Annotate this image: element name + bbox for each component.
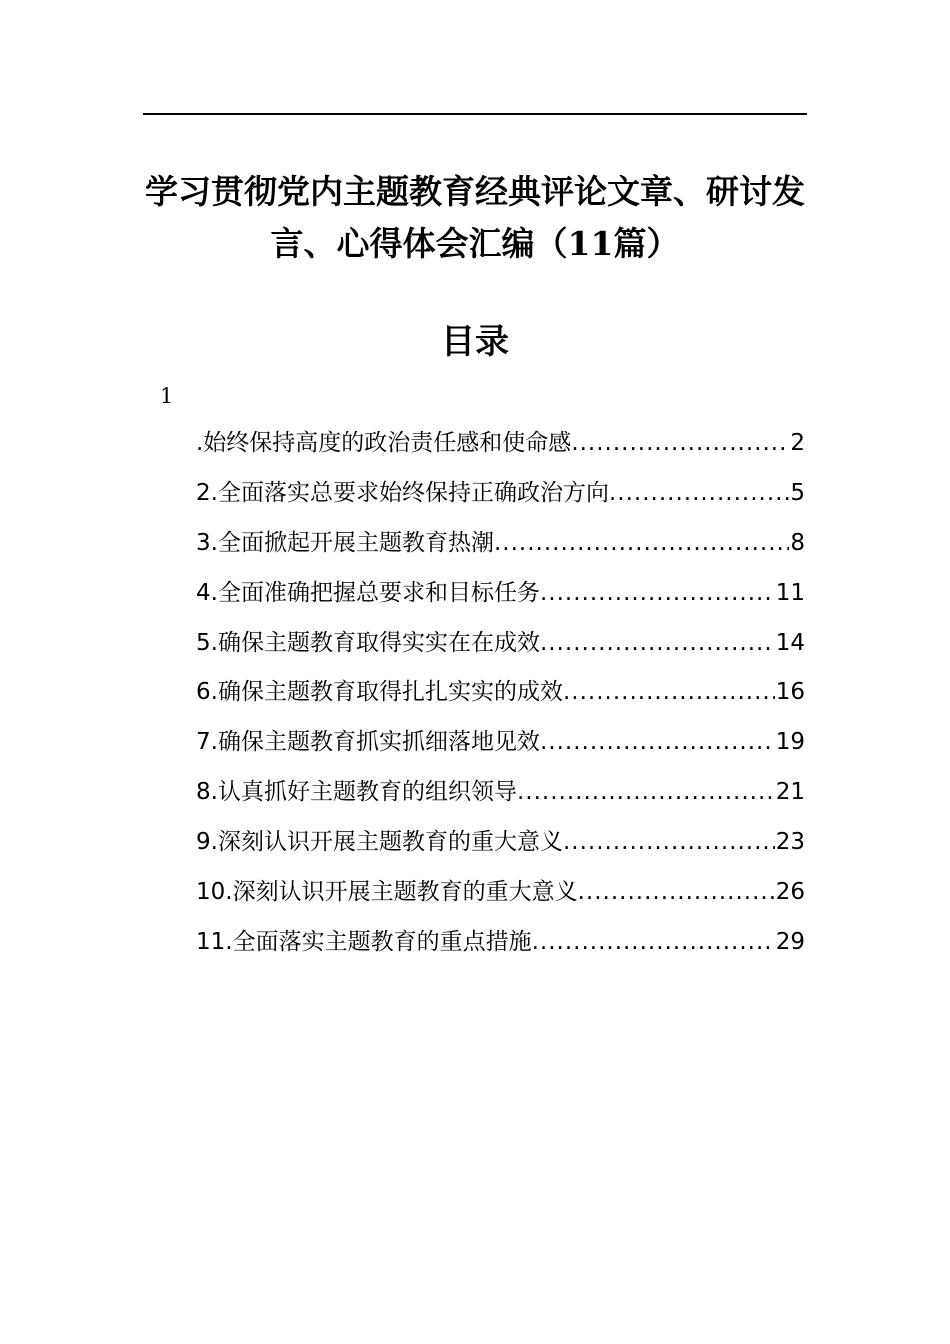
toc-entry-title: 9.深刻认识开展主题教育的重大意义 xyxy=(196,829,563,856)
document-title: 学习贯彻党内主题教育经典评论文章、研讨发言、心得体会汇编（11篇） xyxy=(145,172,805,263)
toc-dot-leader xyxy=(517,768,775,818)
toc-dot-leader xyxy=(540,569,775,619)
toc-dot-leader xyxy=(571,419,789,469)
toc-entry[interactable] xyxy=(196,668,805,718)
toc-entry[interactable] xyxy=(196,718,805,768)
toc-page-number: 2 xyxy=(790,430,805,456)
toc-page-number: 26 xyxy=(775,879,805,906)
toc-dot-leader xyxy=(563,668,775,718)
toc-entry-title: 3.全面掀起开展主题教育热潮 xyxy=(196,529,494,556)
toc-dot-leader xyxy=(540,718,775,768)
toc-entry-title: 10.深刻认识开展主题教育的重大意义 xyxy=(196,879,578,906)
toc-entry[interactable] xyxy=(196,519,805,569)
toc-heading: 目录 xyxy=(441,322,509,362)
toc-page-number: 5 xyxy=(790,479,805,506)
toc-entry-title: 6.确保主题教育取得扎扎实实的成效 xyxy=(196,679,563,706)
toc-page-number: 29 xyxy=(775,928,805,955)
toc-entry-title: 5.确保主题教育取得实实在在成效 xyxy=(196,629,540,656)
toc-entry-title: 11.全面落实主题教育的重点措施 xyxy=(196,928,532,955)
toc-entry-title: .始终保持高度的政治责任感和使命感 xyxy=(196,430,572,456)
toc-entry[interactable] xyxy=(196,419,805,469)
toc-entry[interactable] xyxy=(196,868,805,918)
table-of-contents xyxy=(196,419,805,968)
toc-entry-title: 2.全面落实总要求始终保持正确政治方向 xyxy=(196,479,609,506)
toc-page-number: 8 xyxy=(790,529,805,556)
toc-page-number: 19 xyxy=(775,729,805,756)
toc-entry[interactable] xyxy=(196,818,805,868)
toc-entry[interactable] xyxy=(196,619,805,669)
toc-dot-leader xyxy=(540,619,775,669)
toc-page-number: 11 xyxy=(775,579,805,606)
toc-entry-title: 7.确保主题教育抓实抓细落地见效 xyxy=(196,729,540,756)
toc-entry[interactable] xyxy=(196,918,805,968)
toc-entry[interactable] xyxy=(196,768,805,818)
toc-entry-title: 4.全面准确把握总要求和目标任务 xyxy=(196,579,540,606)
toc-entry[interactable] xyxy=(196,469,805,519)
toc-dot-leader xyxy=(563,818,775,868)
toc-page-number: 16 xyxy=(775,679,805,706)
toc-dot-leader xyxy=(494,519,789,569)
toc-page-number: 23 xyxy=(775,829,805,856)
toc-entry-title: 8.认真抓好主题教育的组织领导 xyxy=(196,779,517,806)
toc-dot-leader xyxy=(609,469,789,519)
top-divider xyxy=(143,113,807,115)
toc-dot-leader xyxy=(532,918,775,968)
toc-page-number: 21 xyxy=(775,779,805,806)
toc-entry[interactable] xyxy=(196,569,805,619)
stray-number: 1 xyxy=(160,384,174,408)
toc-dot-leader xyxy=(578,868,775,918)
toc-page-number: 14 xyxy=(775,629,805,656)
